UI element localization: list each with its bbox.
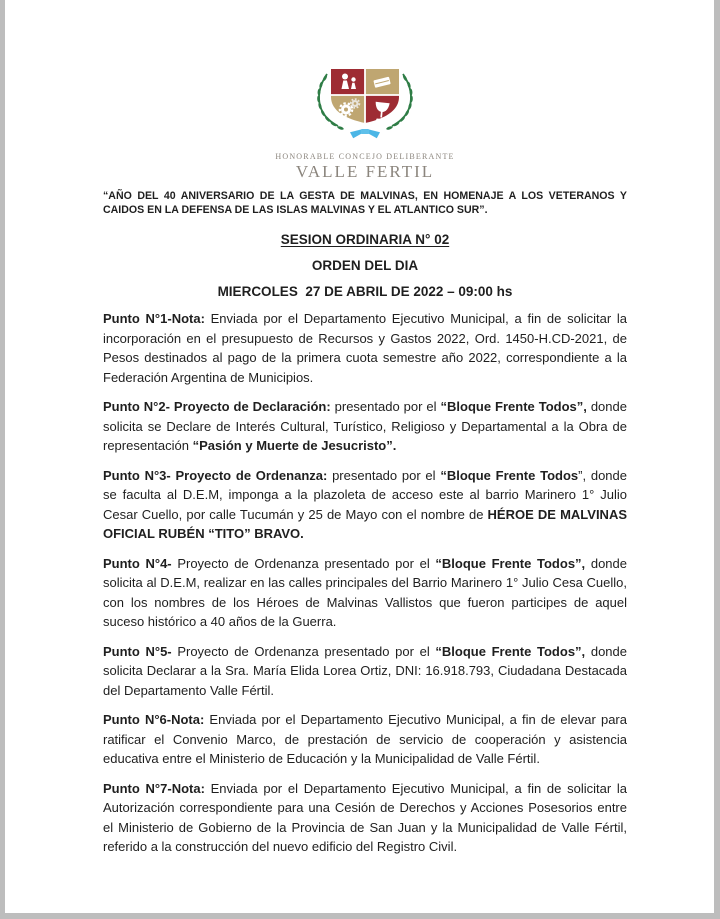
- agenda-items: [103, 309, 627, 857]
- order-of-day-title: ORDEN DEL DIA: [311, 258, 419, 273]
- council-logo: [103, 66, 627, 182]
- agenda-paragraph-punto-3: Punto N°3- Proyecto de Ordenanza: presentado por el “Bloque Frente Todos”, donde se faculta al D.E.M, imponga a la plazoleta de acceso este al barrio Marinero 1° Julio Cesar Cuello, por calle Tucumán y 25 de Mayo con el nombre de HÉROE DE MALVINAS OFICIAL RUBÉN “TITO” BRAVO.: [103, 467, 628, 541]
- agenda-paragraph-punto-4: Punto N°4- Proyecto de Ordenanza presentado por el “Bloque Frente Todos”, donde solicita al D.E.M, realizar en las calles principales del Barrio Marinero 1° Julio Cesa Cuello, con los nombres de los Héroes de Malvinas Vallistos que fueron participes de aquel suceso histórico a 40 años de la Guerra.: [103, 555, 627, 629]
- agenda-paragraph-punto-2: Punto N°2- Proyecto de Declaración: presentado por el “Bloque Frente Todos”, donde solicita se Declare de Interés Cultural, Turístico, Religioso y Departamental a la Obra de representación “Pasión y Muerte de Jesucristo”.: [103, 399, 627, 453]
- agenda-paragraph-punto-5: Punto N°5- Proyecto de Ordenanza presentado por el “Bloque Frente Todos”, donde solicita Declarar a la Sra. María Elida Lorea Ortiz, DNI: 16.918.793, Ciudadana Destacada del Departamento Valle Fértil.: [103, 643, 627, 698]
- org-name-line1: HONORABLE CONCEJO DELIBERANTE: [275, 152, 455, 161]
- session-datetime: MIERCOLES 27 DE ABRIL DE 2022 – 09:00 hs: [217, 284, 513, 299]
- agenda-paragraph-punto-1: Punto N°1-Nota: Enviada por el Departamento Ejecutivo Municipal, a fin de solicitar la incorporación en el presupuesto de Recursos y Gastos 2022, Ord. 1450-H.CD-2021, de Pesos destinados al pago de la primera cuota semestre año 2022, correspondiente a la Federación Argentina de Municipios.: [103, 311, 627, 385]
- ribbon-icon: [350, 129, 380, 138]
- agenda-paragraph-punto-7: Punto N°7-Nota: Enviada por el Departamento Ejecutivo Municipal, a fin de solicitar la Autorización correspondiente para una Cesión de Derechos y Acciones Posesorios entre el Ministerio de Gobierno de la Provincia de San Juan y la Municipalidad de Valle Fértil, referido a la construcción del nuevo edificio del Registro Civil.: [103, 780, 627, 854]
- org-name-line2: VALLE FERTIL: [295, 162, 435, 181]
- coat-of-arms-icon: [300, 66, 430, 146]
- scan-edge-bottom: [0, 913, 720, 919]
- document-content: [0, 66, 720, 857]
- header-quote: “AÑO DEL 40 ANIVERSARIO DE LA GESTA DE MALVINAS, EN HOMENAJE A LOS VETERANOS Y CAIDOS EN LA DEFENSA DE LAS ISLAS MALVINAS Y EL ATLANTICO SUR”.: [103, 190, 627, 216]
- session-title: SESION ORDINARIA N° 02: [280, 232, 450, 247]
- agenda-paragraph-punto-6: Punto N°6-Nota: Enviada por el Departamento Ejecutivo Municipal, a fin de elevar para ratificar el Convenio Marco, de prestación de servicio de cooperación y asistencia educativa entre el Ministerio de Educación y la Municipalidad de Valle Fértil.: [103, 712, 627, 766]
